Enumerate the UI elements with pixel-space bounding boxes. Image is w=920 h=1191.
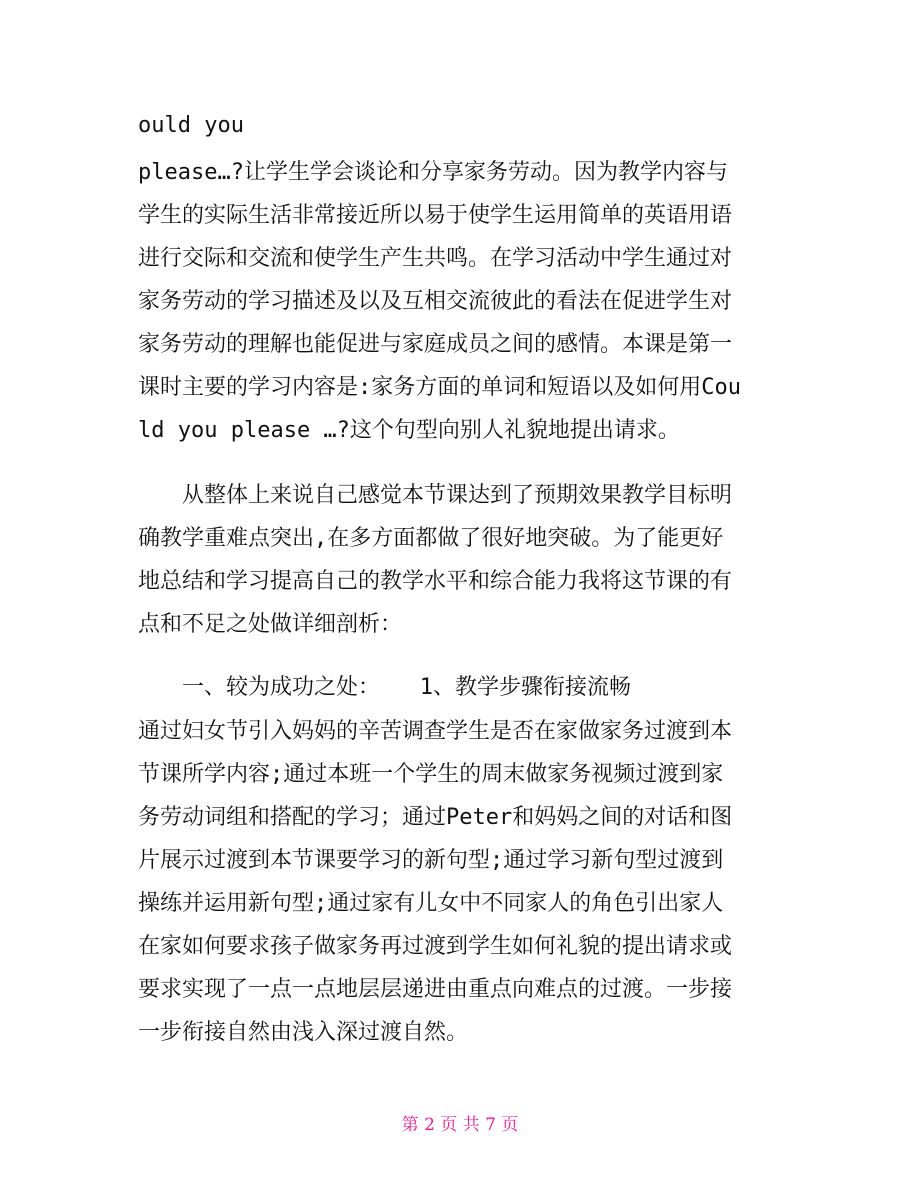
page-number-footer: 第 2 页 共 7 页 [401,1115,519,1135]
body-line: 课时主要的学习内容是:家务方面的单词和短语以及如何用Cou [138,375,741,400]
body-line: 在家如何要求孩子做家务再过渡到学生如何礼貌的提出请求或 [138,934,733,959]
body-line: 学生的实际生活非常接近所以易于使学生运用简单的英语用语 [138,203,733,228]
body-line: 片展示过渡到本节课要学习的新句型;通过学习新句型过渡到 [138,848,724,873]
body-line: 进行交际和交流和使学生产生共鸣。在学习活动中学生通过对 [138,246,733,271]
body-line: 确教学重难点突出,在多方面都做了很好地突破。为了能更好 [138,526,724,551]
paragraph-first-line: 从整体上来说自己感觉本节课达到了预期效果教学目标明 [182,483,733,508]
body-line: 要求实现了一点一点地层层递进由重点向难点的过渡。一步接 [138,977,733,1002]
body-line: 家务劳动的理解也能促进与家庭成员之间的感情。本课是第一 [138,332,733,357]
body-line: ould you [138,113,244,138]
body-line: 一步衔接自然由浅入深过渡自然。 [138,1020,469,1045]
section-heading: 一、较为成功之处： 1、教学步骤衔接流畅 [182,675,631,700]
body-line: 家务劳动的学习描述及以及互相交流彼此的看法在促进学生对 [138,289,733,314]
body-line: 操练并运用新句型;通过家有儿女中不同家人的角色引出家人 [138,891,724,916]
body-line: ld you please …?这个句型向别人礼貌地提出请求。 [138,418,680,443]
body-line: 务劳动词组和搭配的学习；通过Peter和妈妈之间的对话和图 [138,805,733,830]
body-line: please…?让学生学会谈论和分享家务劳动。因为教学内容与 [138,160,728,185]
body-line: 通过妇女节引入妈妈的辛苦调查学生是否在家做家务过渡到本 [138,719,733,744]
body-line: 地总结和学习提高自己的教学水平和综合能力我将这节课的有 [138,569,733,594]
body-line: 节课所学内容;通过本班一个学生的周末做家务视频过渡到家 [138,762,724,787]
body-line: 点和不足之处做详细剖析： [138,612,403,637]
